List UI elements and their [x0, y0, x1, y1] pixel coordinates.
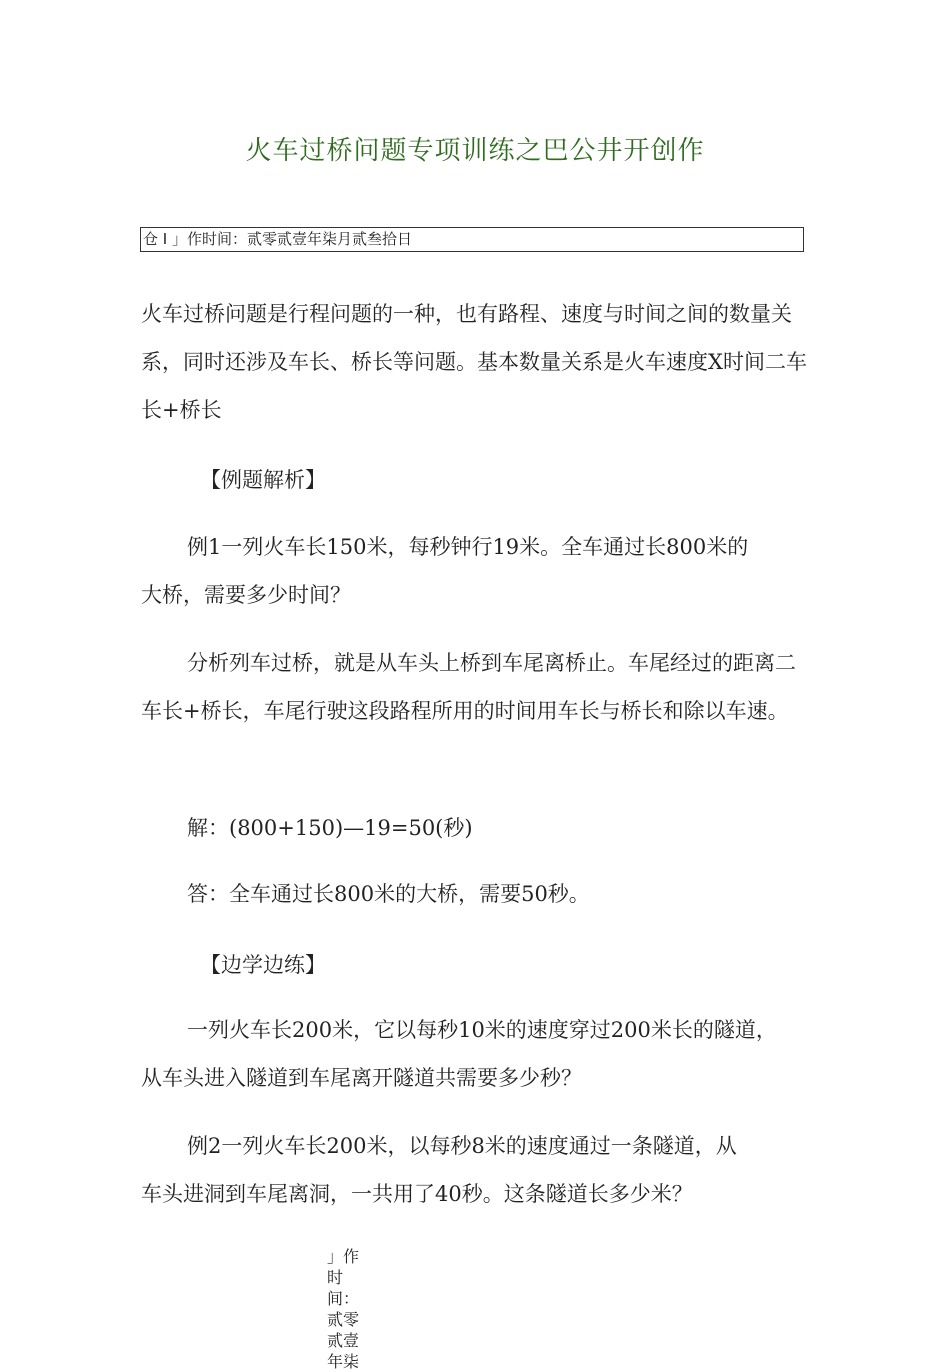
creation-time-box: 仓 I 」作时间：贰零贰壹年柒月贰叁拾日 [140, 227, 804, 252]
answer-1: 答：全车通过长800米的大桥，需要50秒。 [187, 882, 590, 906]
section-heading-examples: 【例题解析】 [200, 468, 326, 492]
analysis-1: 分析列车过桥，就是从车头上桥到车尾离桥止。车尾经过的距离二车长+桥长，车尾行驶这段路程所用的时间用车长与桥长和除以车速。 [141, 651, 796, 723]
section-heading-practice: 【边学边练】 [200, 953, 326, 977]
solution-1: 解：(800+150)—19=50(秒) [187, 816, 473, 840]
example-1: 例1一列火车长150米，每秒钟行19米。全车通过长800米的大桥，需要多少时间？ [141, 535, 749, 607]
practice-1: 一列火车长200米，它以每秒10米的速度穿过200米长的隧道，从车头进入隧道到车尾离开隧道共需要多少秒？ [141, 1018, 777, 1090]
document-title: 火车过桥问题专项训练之巴公井开创作 [245, 136, 705, 166]
creation-time-fragment: 」作时间：贰零贰壹年柒 [327, 1247, 360, 1371]
intro-paragraph: 火车过桥问题是行程问题的一种，也有路程、速度与时间之间的数量关系，同时还涉及车长、桥长等问题。基本数量关系是火车速度X时间二车长+桥长 [141, 302, 807, 422]
example-2: 例2一列火车长200米，以每秒8米的速度通过一条隧道，从车头进洞到车尾离洞，一共用了40秒。这条隧道长多少米？ [141, 1134, 737, 1206]
